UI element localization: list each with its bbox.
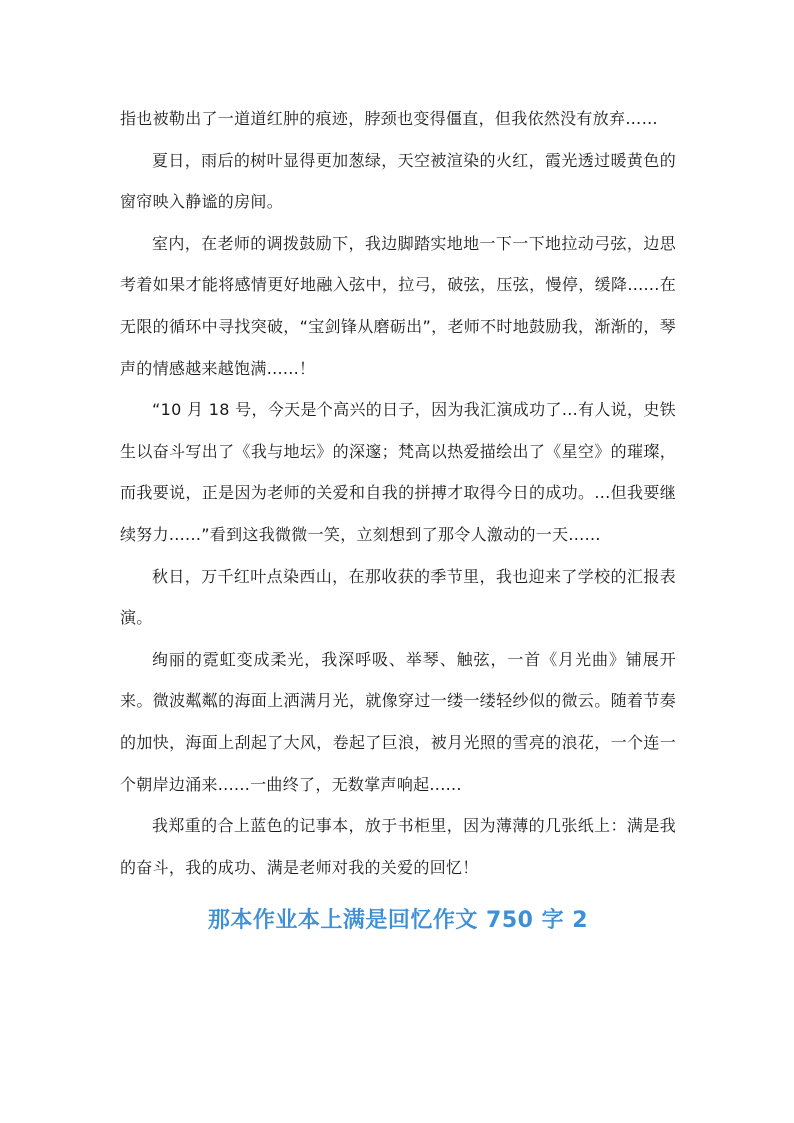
section-heading: 那本作业本上满是回忆作文 750 字 2 [207,908,589,934]
paragraph-4: “10 月 18 号，今天是个高兴的日子，因为我汇演成功了...有人说，史铁生以奋斗写出了《我与地坛》的深邃；梵高以热爱描绘出了《星空》的璀璨，而我要说，正是因为老师的关爱和自我的拼搏才取得今日的成功。...但我要继续努力......”看到这我微微一笑，立刻想到了那令人激动的一天...... [120,400,676,544]
document-body [120,98,676,938]
paragraph-2: 夏日，雨后的树叶显得更加葱绿，天空被渲染的火红，霞光透过暖黄色的窗帘映入静谧的房间。 [120,150,676,212]
paragraph-3: 室内，在老师的调拨鼓励下，我边脚踏实地地一下一下地拉动弓弦，边思考着如果才能将感情更好地融入弦中，拉弓，破弦，压弦，慢停，缓降......在无限的循环中寻找突破，“宝剑锋从磨砺出”，老师不时地鼓励我，渐渐的，琴声的情感越来越饱满......！ [120,233,676,378]
paragraph-5: 秋日，万千红叶点染西山，在那收获的季节里，我也迎来了学校的汇报表演。 [120,566,676,628]
paragraph-6: 绚丽的霓虹变成柔光，我深呼吸、举琴、触弦，一首《月光曲》铺展开来。微波粼粼的海面上洒满月光，就像穿过一缕一缕轻纱似的微云。随着节奏的加快，海面上刮起了大风，卷起了巨浪，被月光照的雪亮的浪花，一个连一个朝岸边涌来......一曲终了，无数掌声响起...... [120,649,676,794]
paragraph-1: 指也被勒出了一道道红肿的痕迹，脖颈也变得僵直，但我依然没有放弃…… [120,109,658,128]
paragraph-7: 我郑重的合上蓝色的记事本，放于书柜里，因为薄薄的几张纸上：满是我的奋斗，我的成功、满是老师对我的关爱的回忆！ [120,816,676,877]
